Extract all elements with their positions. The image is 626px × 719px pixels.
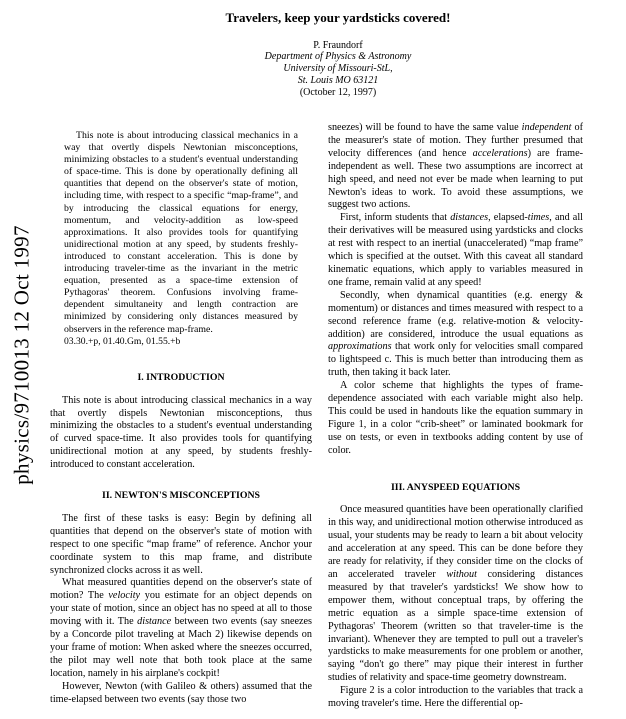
newton-paragraph-7: A color scheme that highlights the types of frame-dependence associated with each variable might also help. This could be used in handouts like the equation summary in Figure 1, in a color “crib-sheet” or laminated bookmark for use on tests, or even in textbooks adding content by use of color.: [328, 380, 583, 456]
section-heading-anyspeed-equations: III. ANYSPEED EQUATIONS: [390, 481, 521, 493]
right-column: [328, 122, 583, 711]
newton-paragraph-4: sneezes) will be found to have the same value independent of the measurer's state of motion. They further presumed that velocity differences (and hence accelerations) are frame-independent as well. These two assumptions are incorrect at high speed, and need not ever be made when learning to put Newton's ideas to work. To avoid these assumptions, we suggest two actions.: [328, 122, 583, 211]
newton-paragraph-5: First, inform students that distances, elapsed-times, and all their derivatives will be measured using yardsticks and clocks at rest with respect to an inertial (unaccelerated) “map frame” which is specified at the outset. With this caveat all standard kinematic equations, which apply to variables measured in one frame, remain valid at any speed!: [328, 212, 583, 288]
section-heading-newtons-misconceptions: II. NEWTON'S MISCONCEPTIONS: [102, 490, 260, 502]
affiliation-line-1: Department of Physics & Astronomy: [264, 51, 412, 62]
anyspeed-paragraph-2: Figure 2 is a color introduction to the variables that track a moving traveler's time. Here the differential op-: [328, 685, 583, 710]
paper-header: [50, 10, 626, 99]
anyspeed-paragraph-1: Once measured quantities have been operationally clarified in this way, and unidirectional motion otherwise introduced as usual, your students may be ready to learn a bit about velocity and acceleration at any speed. This can be done before they are ready for relativity, if they consider time on the clocks of an accelerated traveler without considering distances measured by that traveler's yardsticks! We show how to empower them, without conceptual traps, by offering the metric equation as a simple space-time extension of Pythagoras' Theorem (written so that traveler-time is the invariant). Whenever they are tempted to pull out a traveler's yardsticks to make measurements for one problem or another, saying “don't go there” may pique their interest in further studies of relativity and space-time geometry downstream.: [328, 504, 584, 684]
section-heading-introduction: I. INTRODUCTION: [137, 371, 225, 383]
affiliation-line-3: St. Louis MO 63121: [297, 75, 379, 86]
arxiv-stamp: [2, 205, 42, 505]
newton-paragraph-3: However, Newton (with Galileo & others) assumed that the time-elapsed between two events (say those two: [50, 680, 312, 705]
abstract: [64, 130, 298, 348]
affiliation-line-2: University of Missouri-StL,: [283, 63, 393, 74]
pacs-codes: 03.30.+p, 01.40.Gm, 01.55.+b: [64, 335, 181, 347]
left-column: [50, 130, 312, 707]
arxiv-identifier: physics/9710013 12 Oct 1997: [9, 225, 34, 485]
author-name: P. Fraundorf: [313, 40, 363, 51]
newton-paragraph-1: The first of these tasks is easy: Begin by defining all quantities that depend on the observer's state of motion with respect to one specific “map frame” of reference. Anchor your coordinate system to this map frame, and distribute synchronized clocks across it as well.: [50, 512, 312, 576]
newton-paragraph-6: Secondly, when dynamical quantities (e.g. energy & momentum) or distances and times measured with respect to a second reference frame (e.g. relative-motion & velocity-addition) are considered, introduce the usual equations as approximations that work only for velocities small compared to lightspeed c. This is much better than introducing them as truth, then taking it back later.: [328, 289, 583, 379]
intro-paragraph: This note is about introducing classical mechanics in a way that overtly dispels Newtonian misconceptions, thus minimizing the obstacles to a student's eventual understanding of curved space-time. It also provides tools for quantifying unidirectional motion at any speed, by students freshly-introduced to constant acceleration.: [50, 394, 312, 471]
newton-paragraph-2: What measured quantities depend on the observer's state of motion? The velocity you estimate for an object depends on your state of motion, since an object has no speed at all to those moving with it. The distance between two events (say sneezes by a Concorde pilot traveling at Mach 2) likewise depends on your frame of motion: When asked where the sneezes occurred, the pilot may well note that both took place at the same location, namely in his airplane's cockpit!: [50, 577, 313, 679]
abstract-text: This note is about introducing classical mechanics in a way that overtly dispels Newtonian misconceptions, minimizing obstacles to a student's eventual understanding of space-time. This is done by operationally defining all quantities that depend on the observer's state of motion, including time, with respect to a specific “map-frame”, and by introducing the classical equations for energy, momentum, and velocity-addition as low-speed approximations. It also provides tools for quantifying unidirectional motion at any speed, by students freshly-introduced to constant acceleration. This is done by introducing traveler-time as the invariant in the metric equation, presented as a space-time extension of Pythagoras' theorem. Confusions involving frame-dependent simultaneity and length contraction are minimized by considering only distances measured by observers in the reference map-frame.: [64, 130, 298, 335]
paper-title: Travelers, keep your yardsticks covered!: [225, 10, 451, 25]
paper-date: (October 12, 1997): [299, 87, 377, 98]
